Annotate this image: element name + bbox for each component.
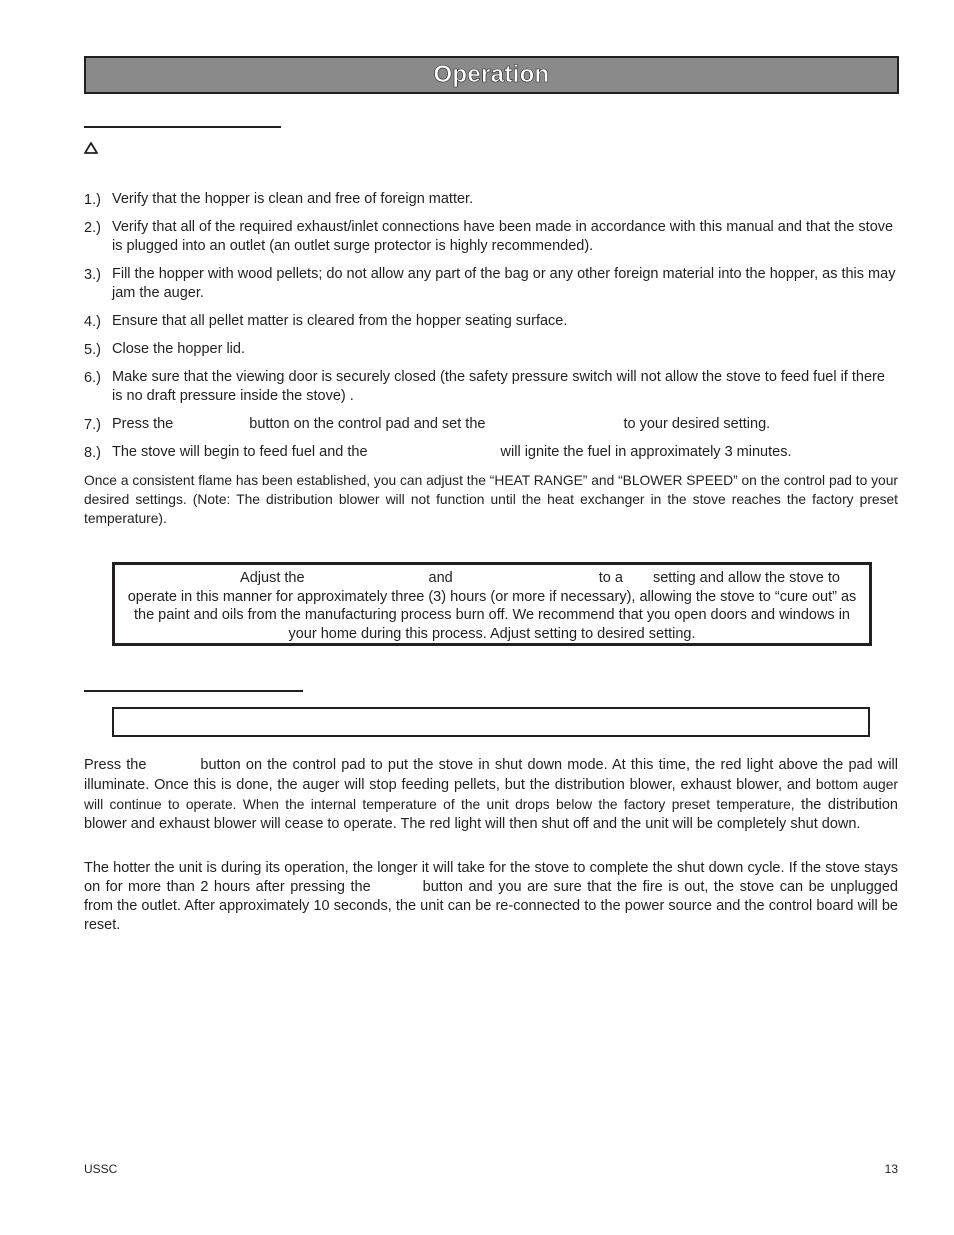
step-text-part: will ignite the fuel in approximately 3 minutes.: [500, 444, 792, 460]
step-text: Verify that the hopper is clean and free of foreign matter.: [112, 191, 474, 207]
list-item: [84, 340, 898, 359]
shutdown-text-part: Press the: [84, 757, 147, 773]
notice-text-part: setting and allow the stove to operate in this manner for approximately three (3) hours (or more if necessary), allowing the stove to “cure out” as the paint and oils from the manufacturing process burn off. We recommend that you open doors and windows in your home during this process. Adjust setting to desired setting.: [127, 570, 857, 642]
footer-page-number: 13: [884, 1162, 898, 1176]
shutdown-text-part: The hotter the unit is during its operation, the longer it will take for the stove to complete the shut down cycle. If the stove stays on for more than 2 hours after pressing the: [84, 860, 898, 895]
notice-text-part: Adjust the: [240, 570, 305, 586]
step-text: Verify that all of the required exhaust/inlet connections have been made in accordance with this manual and that the stove is plugged into an outlet (an outlet surge protector is highly recommended).: [112, 219, 894, 254]
step-text-part: button on the control pad and set the: [249, 416, 486, 432]
footer-company: USSC: [84, 1162, 118, 1176]
shutdown-text-part: button on the control pad to put the stove in shut down mode. At this time, the red light above the pad will illuminate. Once this is done, the auger will stop feeding pellets, but the distribution blower, exhaust blower, and: [84, 757, 898, 793]
section-title-bar: [84, 56, 899, 94]
list-item: [84, 312, 898, 331]
warning-triangle-icon: [84, 142, 98, 154]
notice-text-part: and: [428, 570, 453, 586]
step-text-part: to your desired setting.: [623, 416, 771, 432]
list-item: [84, 415, 898, 434]
list-item: [84, 190, 898, 209]
shutdown-heading-underline: [84, 690, 303, 692]
step-number: 5.): [84, 342, 101, 358]
notice-text-part: to a: [598, 570, 623, 586]
page-title: Operation: [433, 61, 550, 88]
step-text: Fill the hopper with wood pellets; do not allow any part of the bag or any other foreign material into the hopper, as this may jam the auger.: [112, 266, 896, 301]
startup-note: Once a consistent flame has been established, you can adjust the “HEAT RANGE” and “BLOWER SPEED” on the control pad to your desired settings. (Note: The distribution blower will not function until the heat exchanger in the stove reaches the factory preset temperature).: [84, 473, 898, 526]
shutdown-paragraph-1: [84, 756, 898, 834]
list-item: [84, 443, 898, 462]
shutdown-paragraph-2: [84, 859, 898, 935]
cure-out-notice-box: [112, 562, 872, 646]
step-text-part: Press the: [112, 416, 174, 432]
step-number: 4.): [84, 314, 101, 330]
step-number: 7.): [84, 417, 101, 433]
shutdown-notice-box: [112, 707, 870, 737]
shutdown-text-part: the distribution blower and exhaust blower will cease to operate. The red light will then shut off and the unit will be completely shut down.: [84, 797, 898, 832]
list-item: [84, 218, 898, 256]
startup-steps-list: [84, 190, 898, 471]
step-text: Ensure that all pellet matter is cleared from the hopper seating surface.: [112, 313, 568, 329]
step-text: Close the hopper lid.: [112, 341, 245, 357]
list-item: [84, 368, 898, 406]
shutdown-text-part: bottom auger will continue to operate. When the internal temperature of the unit drops below the factory preset temperature,: [84, 777, 898, 812]
list-item: [84, 265, 898, 303]
step-number: 6.): [84, 370, 101, 386]
step-number: 1.): [84, 192, 101, 208]
step-text-part: The stove will begin to feed fuel and the: [112, 444, 368, 460]
step-number: 8.): [84, 445, 101, 461]
step-text: Make sure that the viewing door is securely closed (the safety pressure switch will not allow the stove to feed fuel if there is no draft pressure inside the stove) .: [112, 369, 885, 404]
step-number: 2.): [84, 220, 101, 236]
startup-heading-underline: [84, 126, 281, 128]
shutdown-text-part: button and you are sure that the fire is out, the stove can be unplugged from the outlet. After approximately 10 seconds, the unit can be re-connected to the power source and the control board will be reset.: [84, 879, 898, 933]
step-number: 3.): [84, 267, 101, 283]
